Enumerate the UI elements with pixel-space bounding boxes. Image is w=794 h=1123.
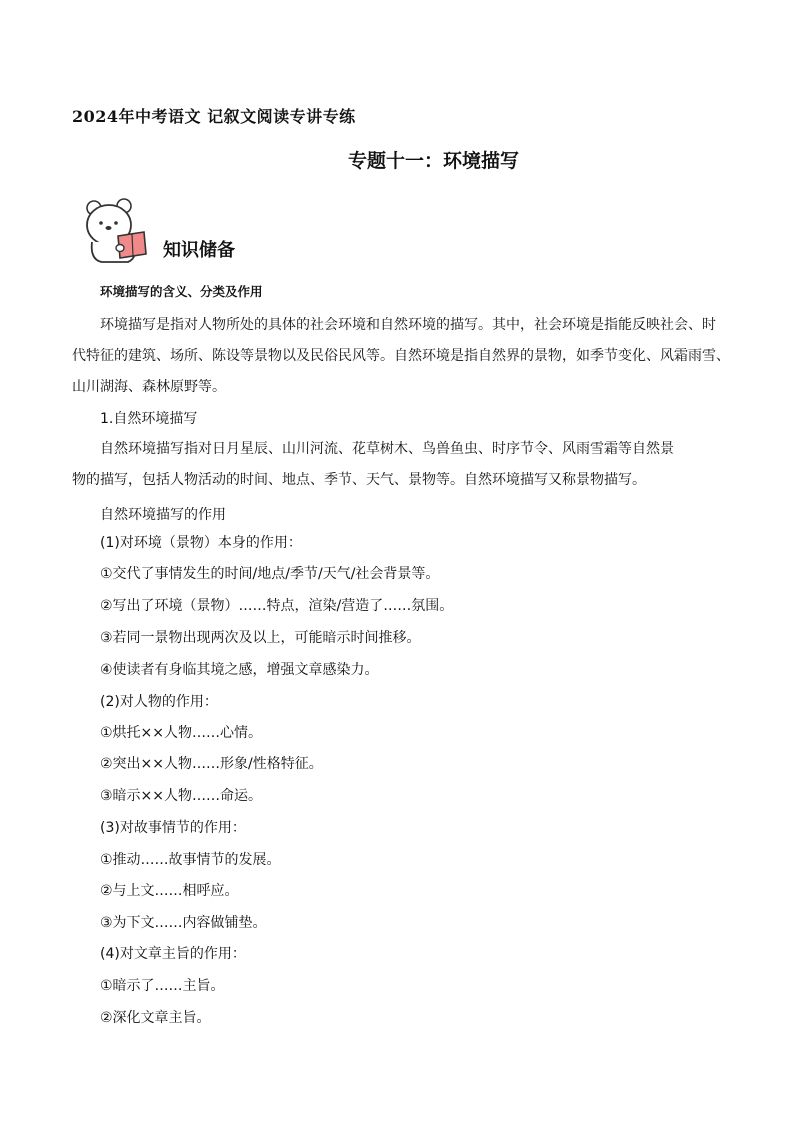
paragraph-line: 代特征的建筑、场所、陈设等景物以及民俗民风等。自然环境是指自然界的景物，如季节变化、风霜雨雪、 [72, 348, 730, 364]
function-item: ①暗示了……主旨。 [100, 978, 225, 994]
paragraph-line: 自然环境描写指对日月星辰、山川河流、花草树木、鸟兽鱼虫、时序节令、风雨雪霜等自然景 [100, 441, 674, 457]
function-item: ③若同一景物出现两次及以上，可能暗示时间推移。 [100, 630, 421, 646]
function-item: (4)对文章主旨的作用： [100, 946, 246, 962]
function-item: ①交代了事情发生的时间/地点/季节/天气/社会背景等。 [100, 566, 440, 582]
paragraph-line: 物的描写，包括人物活动的时间、地点、季节、天气、景物等。自然环境描写又称景物描写。 [72, 472, 646, 488]
natural-heading: 1.自然环境描写 [100, 411, 198, 427]
function-item: ④使读者有身临其境之感，增强文章感染力。 [100, 662, 379, 678]
function-item: (2)对人物的作用： [100, 694, 218, 710]
function-item: ②突出××人物……形象/性格特征。 [100, 756, 323, 772]
functions-heading: 自然环境描写的作用 [100, 507, 226, 523]
document-title: 2024年中考语文 记叙文阅读专讲专练 [72, 107, 356, 126]
function-item: ②与上文……相呼应。 [100, 883, 239, 899]
function-item: (3)对故事情节的作用： [100, 820, 246, 836]
function-item: ③暗示××人物……命运。 [100, 788, 263, 804]
bear-reading-book-icon [80, 196, 162, 268]
function-item: ①推动……故事情节的发展。 [100, 852, 281, 868]
paragraph-line: 环境描写是指对人物所处的具体的社会环境和自然环境的描写。其中，社会环境是指能反映社会、时 [100, 317, 716, 333]
function-item: (1)对环境（景物）本身的作用： [100, 535, 302, 551]
section-heading: 知识储备 [163, 240, 235, 261]
paragraph-line: 山川湖海、森林原野等。 [72, 379, 226, 395]
subheading: 环境描写的含义、分类及作用 [100, 284, 263, 299]
function-item: ②深化文章主旨。 [100, 1010, 211, 1026]
topic-title: 专题十一：环境描写 [348, 150, 520, 172]
function-item: ②写出了环境（景物）……特点，渲染/营造了……氛围。 [100, 598, 454, 614]
function-item: ①烘托××人物……心情。 [100, 725, 263, 741]
function-item: ③为下文……内容做铺垫。 [100, 915, 267, 931]
